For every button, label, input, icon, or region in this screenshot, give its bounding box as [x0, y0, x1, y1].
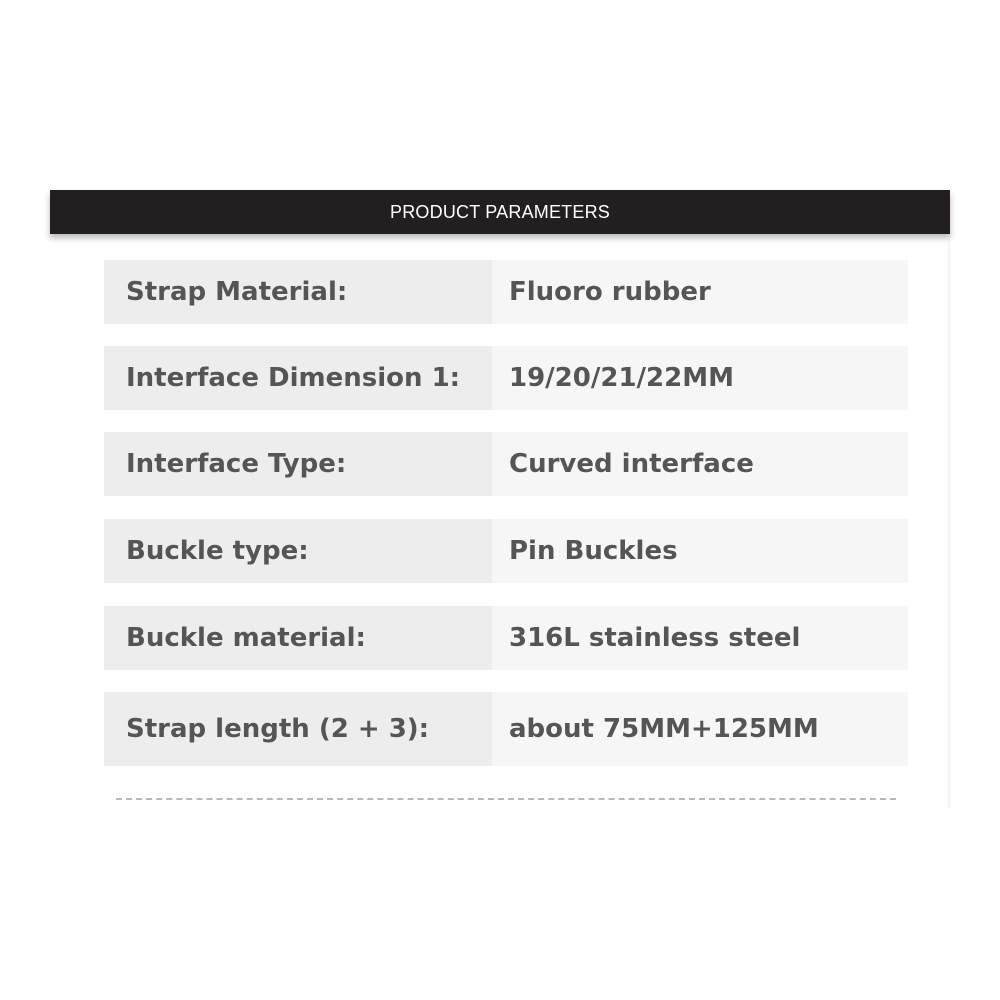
param-value: about 75MM+125MM [492, 692, 908, 766]
param-row-strap-material [104, 260, 908, 324]
param-value: Fluoro rubber [492, 260, 908, 324]
param-row-buckle-type [104, 519, 908, 583]
param-value: Curved interface [492, 432, 908, 496]
param-row-interface-type [104, 432, 908, 496]
param-label: Strap length (2 + 3): [104, 692, 492, 766]
param-row-buckle-material [104, 606, 908, 670]
panel-edge-shadow [947, 234, 950, 808]
header-title: PRODUCT PARAMETERS [390, 201, 610, 222]
param-label: Buckle type: [104, 519, 492, 583]
param-value: Pin Buckles [492, 519, 908, 583]
param-label: Interface Dimension 1: [104, 346, 492, 410]
dashed-divider [116, 798, 896, 800]
header-bar [50, 190, 950, 234]
param-label: Buckle material: [104, 606, 492, 670]
product-parameters-panel [50, 190, 950, 808]
param-row-strap-length [104, 692, 908, 766]
param-label: Strap Material: [104, 260, 492, 324]
param-value: 19/20/21/22MM [492, 346, 908, 410]
param-label: Interface Type: [104, 432, 492, 496]
param-row-interface-dimension [104, 346, 908, 410]
param-value: 316L stainless steel [492, 606, 908, 670]
